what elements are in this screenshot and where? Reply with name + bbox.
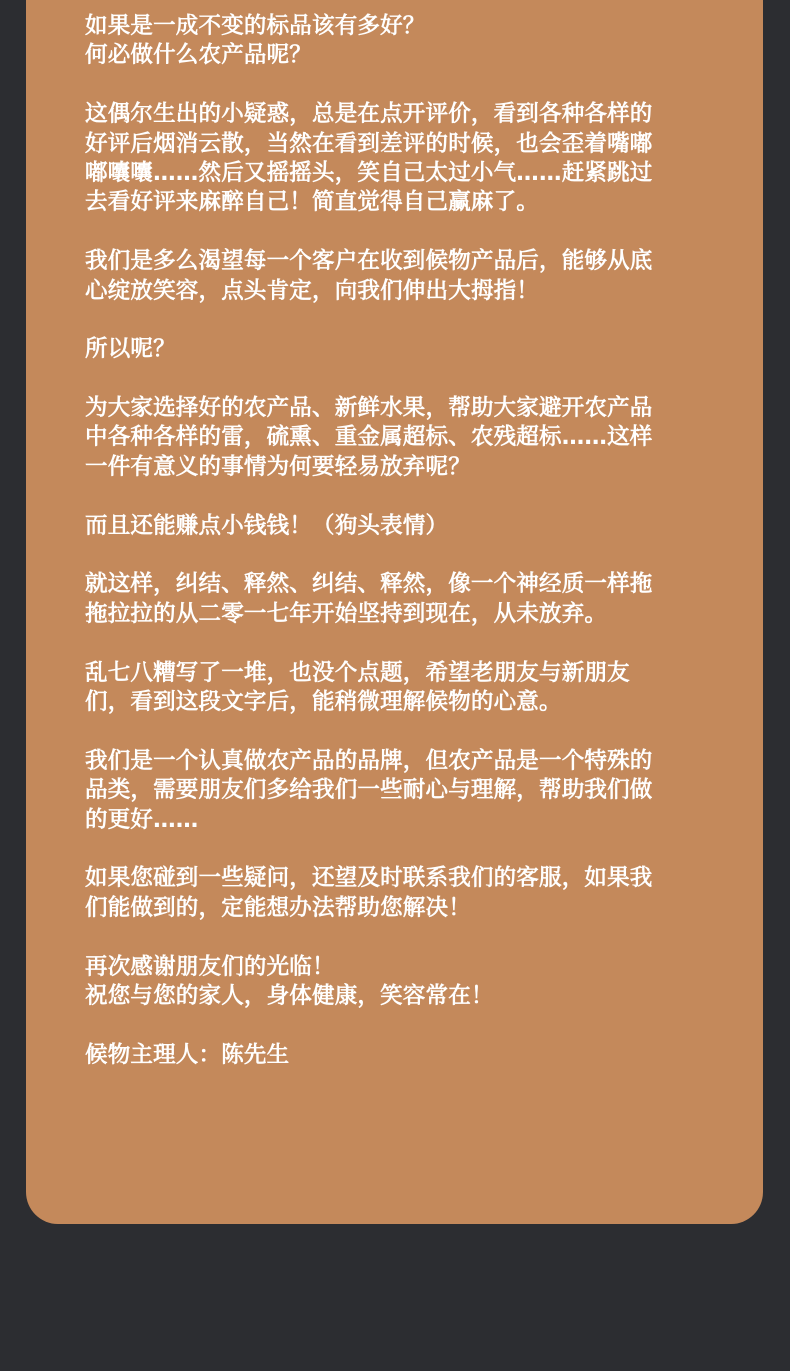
letter-line: 而且还能赚点小钱钱！（狗头表情） <box>85 512 449 539</box>
letter-paragraph <box>85 394 705 482</box>
letter-line: 们，看到这段文字后，能稍微理解候物的心意。 <box>85 688 562 715</box>
letter-line: 这偶尔生出的小疑惑，总是在点开评价，看到各种各样的 <box>85 101 653 128</box>
letter-line: 一件有意义的事情为何要轻易放弃呢？ <box>85 453 471 480</box>
letter-paragraph <box>85 747 705 835</box>
letter-paragraph <box>85 1041 705 1070</box>
letter-paragraph <box>85 12 705 71</box>
letter-line: 们能做到的，定能想办法帮助您解决！ <box>85 894 471 921</box>
letter-line: 如果是一成不变的标品该有多好？ <box>85 13 426 39</box>
letter-line: 祝您与您的家人，身体健康，笑容常在！ <box>85 982 494 1009</box>
letter-line: 就这样，纠结、释然、纠结、释然，像一个神经质一样拖 <box>85 571 653 598</box>
letter-paragraph <box>85 864 705 923</box>
letter-paragraph <box>85 953 705 1012</box>
letter-line: 好评后烟消云散，当然在看到差评的时候，也会歪着嘴嘟 <box>85 130 653 157</box>
letter-line: 中各种各样的雷，硫熏、重金属超标、农残超标……这样 <box>85 424 653 451</box>
letter-line: 为大家选择好的农产品、新鲜水果，帮助大家避开农产品 <box>85 395 653 422</box>
letter-line: 品类，需要朋友们多给我们一些耐心与理解，帮助我们做 <box>85 777 653 804</box>
letter-body <box>85 12 705 1099</box>
letter-paragraph <box>85 512 705 541</box>
letter-line: 何必做什么农产品呢？ <box>85 42 313 69</box>
letter-line: 所以呢？ <box>85 336 176 363</box>
letter-line: 我们是一个认真做农产品的品牌，但农产品是一个特殊的 <box>85 747 653 774</box>
letter-line: 乱七八糟写了一堆，也没个点题，希望老朋友与新朋友 <box>85 659 630 686</box>
letter-line: 再次感谢朋友们的光临！ <box>85 953 335 980</box>
letter-line: 心绽放笑容，点头肯定，向我们伸出大拇指！ <box>85 277 540 304</box>
letter-line: 如果您碰到一些疑问，还望及时联系我们的客服，如果我 <box>85 865 653 892</box>
letter-line: 拖拉拉的从二零一七年开始坚持到现在，从未放弃。 <box>85 600 608 627</box>
letter-paragraph <box>85 335 705 364</box>
letter-line: 我们是多么渴望每一个客户在收到候物产品后，能够从底 <box>85 248 653 275</box>
letter-paragraph <box>85 570 705 629</box>
letter-paragraph <box>85 659 705 718</box>
letter-paragraph <box>85 100 705 218</box>
letter-paragraph <box>85 247 705 306</box>
letter-line: 嘟囔囔……然后又摇摇头，笑自己太过小气……赶紧跳过 <box>85 159 653 186</box>
letter-line: 去看好评来麻醉自己！简直觉得自己赢麻了。 <box>85 189 540 216</box>
letter-line: 的更好…… <box>85 806 199 833</box>
letter-line: 候物主理人：陈先生 <box>85 1041 290 1068</box>
